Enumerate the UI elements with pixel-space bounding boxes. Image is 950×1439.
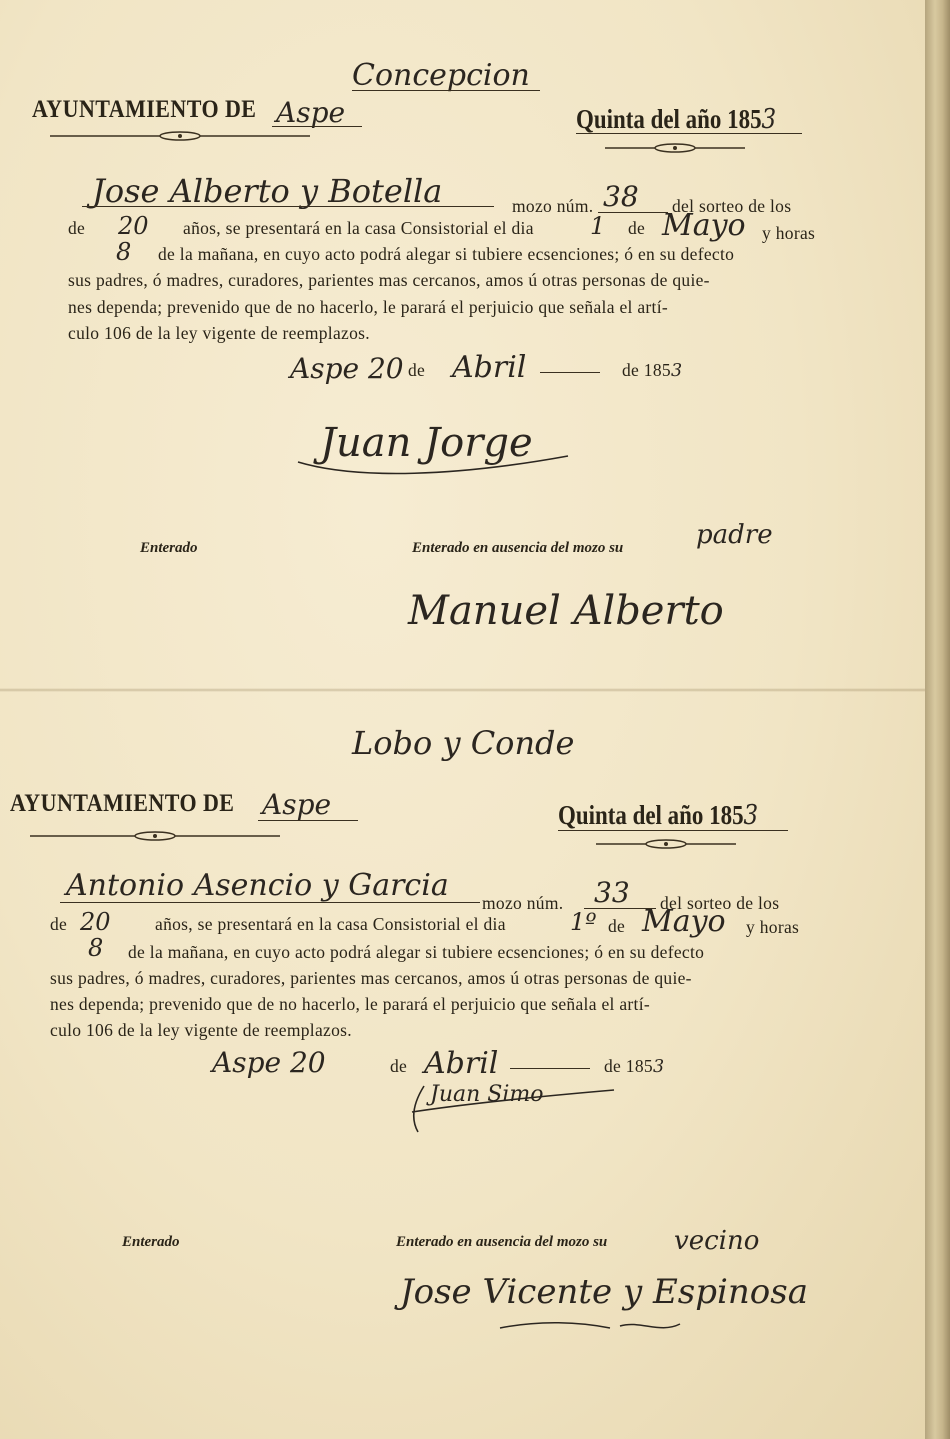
- quinta-label: Quinta del año 185: [576, 104, 762, 134]
- book-edge: [925, 0, 950, 1439]
- month: Mayo: [642, 904, 726, 939]
- date-place: Aspe 20: [290, 352, 404, 385]
- signature-flourish: [404, 1082, 624, 1138]
- enterado-ausencia-label: Enterado en ausencia del mozo su: [412, 540, 624, 556]
- mozo-num-label: mozo núm.: [482, 893, 564, 913]
- line3-text: de la mañana, en cuyo acto podrá alegar si tubiere ecsenciones; ó en su defecto: [128, 942, 705, 962]
- de-label: de: [50, 914, 68, 934]
- annotation: Lobo y Conde: [352, 724, 575, 762]
- signature-flourish: [298, 452, 578, 482]
- dia: 1º: [570, 908, 597, 936]
- mozo-name-underline: [60, 902, 480, 903]
- line2-text: años, se presentará en la casa Consistorial el dia: [183, 218, 534, 238]
- date-place: Aspe 20: [212, 1046, 326, 1079]
- relative-signature: Jose Vicente y Espinosa: [400, 1272, 808, 1312]
- dia: 1: [590, 212, 606, 240]
- hour: 8: [116, 238, 132, 266]
- enterado-label: Enterado: [122, 1234, 180, 1250]
- line5-text: nes dependa; prevenido que de no hacerlo, le parará el perjuicio que señala el artí-: [68, 297, 668, 317]
- relative-signature-flourish: [500, 1316, 700, 1340]
- line6-text: culo 106 de la ley vigente de reemplazos.: [50, 1020, 352, 1040]
- mozo-name-underline: [82, 206, 494, 207]
- date-month: Abril: [424, 1046, 499, 1081]
- quinta-underline: [558, 830, 788, 831]
- line4-text: sus padres, ó madres, curadores, parientes mas cercanos, amos ú otras personas de quie-: [50, 968, 692, 988]
- signature: Juan Simo: [430, 1082, 544, 1107]
- mozo-name: Jose Alberto y Botella: [92, 172, 443, 210]
- ornament-divider: [50, 130, 310, 142]
- date-de: de: [408, 360, 426, 380]
- de-month-label: de: [628, 218, 646, 238]
- line1-tail: del sorteo de los: [672, 196, 792, 216]
- date-year-digit: 3: [652, 1057, 665, 1077]
- relation: padre: [696, 520, 773, 550]
- de-month-label: de: [608, 916, 626, 936]
- parish-underline: [352, 90, 540, 91]
- quinta-heading: [576, 104, 776, 135]
- town-name: Aspe: [262, 788, 332, 821]
- mozo-name: Antonio Asencio y Garcia: [66, 868, 449, 903]
- ayuntamiento-heading: AYUNTAMIENTO DE: [32, 96, 257, 123]
- quinta-underline: [576, 133, 802, 134]
- mozo-num-underline: [598, 212, 668, 213]
- mozo-num: 38: [603, 180, 639, 213]
- month: Mayo: [662, 208, 746, 243]
- date-year: [622, 360, 682, 381]
- line1-tail: del sorteo de los: [660, 893, 780, 913]
- line3-text: de la mañana, en cuyo acto podrá alegar si tubiere ecsenciones; ó en su defecto: [158, 244, 735, 264]
- date-month: Abril: [452, 350, 527, 385]
- age: 20: [80, 908, 111, 936]
- parish-annotation: Concepcion: [352, 58, 530, 93]
- town-name: Aspe: [276, 96, 346, 129]
- ornament-divider-right: [605, 142, 745, 154]
- line6-text: culo 106 de la ley vigente de reemplazos.: [68, 323, 370, 343]
- date-year-digit: 3: [670, 361, 683, 381]
- line2-text: años, se presentará en la casa Consistorial el dia: [155, 914, 506, 934]
- quinta-label: Quinta del año 185: [558, 800, 744, 830]
- enterado-label: Enterado: [140, 540, 198, 556]
- date-de: de: [390, 1056, 408, 1076]
- quinta-year-digit: 3: [743, 800, 759, 831]
- date-year-label: de 185: [604, 1056, 653, 1076]
- signature: Juan Jorge: [320, 420, 533, 466]
- date-month-dash: [510, 1068, 590, 1069]
- date-month-dash: [540, 372, 600, 373]
- date-year: [604, 1056, 664, 1077]
- hour: 8: [88, 934, 104, 962]
- relation: vecino: [674, 1226, 760, 1256]
- y-horas-label: y horas: [746, 917, 800, 937]
- relative-signature: Manuel Alberto: [408, 588, 724, 634]
- ornament-divider-right: [596, 838, 736, 850]
- mozo-num-label: mozo núm.: [512, 196, 594, 216]
- page-fold: [0, 688, 925, 692]
- age: 20: [118, 212, 149, 240]
- line4-text: sus padres, ó madres, curadores, parientes mas cercanos, amos ú otras personas de quie-: [68, 270, 710, 290]
- mozo-num: 33: [594, 876, 630, 909]
- quinta-heading: [558, 800, 758, 831]
- town-underline: [258, 820, 358, 821]
- ayuntamiento-heading: AYUNTAMIENTO DE: [10, 790, 235, 817]
- quinta-year-digit: 3: [761, 104, 777, 135]
- line5-text: nes dependa; prevenido que de no hacerlo, le parará el perjuicio que señala el artí-: [50, 994, 650, 1014]
- date-year-label: de 185: [622, 360, 671, 380]
- y-horas-label: y horas: [762, 223, 816, 243]
- de-label: de: [68, 218, 86, 238]
- enterado-ausencia-label: Enterado en ausencia del mozo su: [396, 1234, 608, 1250]
- town-underline: [272, 126, 362, 127]
- ornament-divider: [30, 830, 280, 842]
